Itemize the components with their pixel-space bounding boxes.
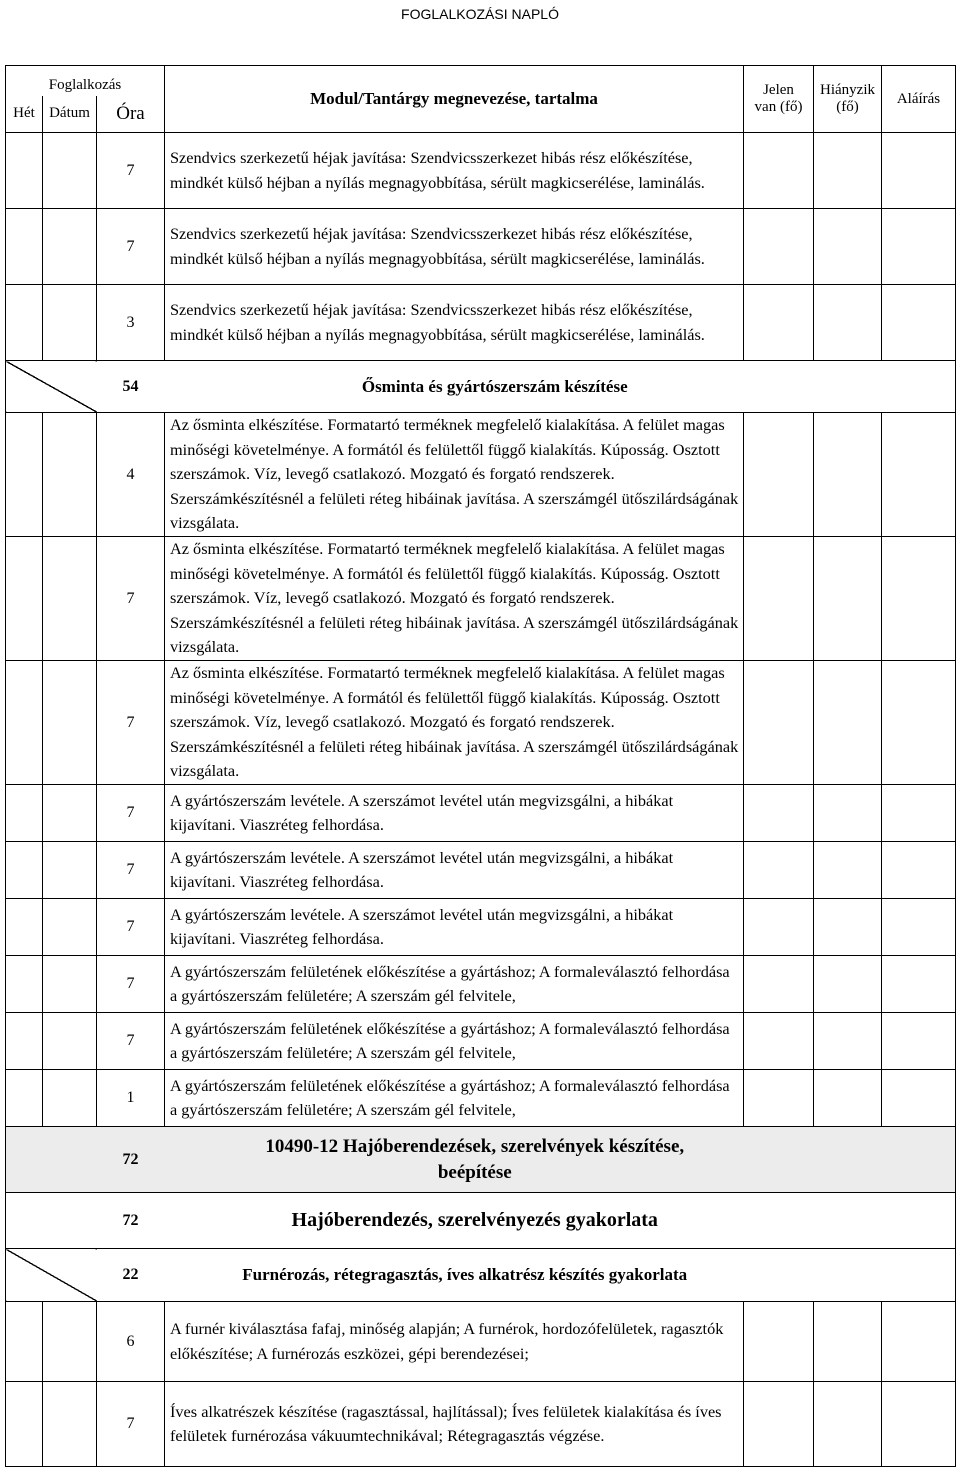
section-title: Furnérozás, rétegragasztás, íves alkatrész készítés gyakorlata [165, 1249, 956, 1302]
datum-cell [43, 1070, 97, 1127]
datum-cell [43, 133, 97, 209]
content-cell: Szendvics szerkezetű héjak javítása: Szendvicsszerkezet hibás rész előkészítése, mindkét külső héjban a nyílás megnagyobbítása, sérült magkicserélése, laminálás. [165, 133, 744, 209]
header-ora: Óra [97, 96, 165, 133]
jelen-cell [744, 133, 814, 209]
content-cell: A gyártószerszám felületének előkészítése a gyártáshoz; A formaleválasztó felhordása a gyártószerszám felületére; A szerszám gél felvitele, [165, 1070, 744, 1127]
jelen-cell [744, 537, 814, 661]
hianyzik-cell [814, 133, 882, 209]
hianyzik-cell [814, 1070, 882, 1127]
content-cell: Íves alkatrészek készítése (ragasztással, hajlítással); Íves felületek kialakítása és íves felületek furnérozása vákuumtechnikával; Rétegragasztás végzése. [165, 1382, 744, 1467]
hianyzik-cell [814, 209, 882, 285]
content-cell: Az ősminta elkészítése. Formatartó terméknek megfelelő kialakítása. A felület magas minőségi követelménye. A formától és felülettől függő kialakítás. Kúposság. Osztott szerszámok. Víz, levegő csatlakozó. Mozgató és forgató rendszerek. Szerszámkészítésnél a felületi réteg hibáinak javítása. A szerszámgél ütőszilárdságának vizsgálata. [165, 661, 744, 785]
het-cell [6, 209, 43, 285]
jelen-cell [744, 1302, 814, 1382]
hianyzik-cell [814, 1013, 882, 1070]
header-het: Hét [6, 96, 43, 133]
content-cell: Az ősminta elkészítése. Formatartó terméknek megfelelő kialakítása. A felület magas minőségi követelménye. A formától és felülettől függő kialakítás. Kúposság. Osztott szerszámok. Víz, levegő csatlakozó. Mozgató és forgató rendszerek. Szerszámkészítésnél a felületi réteg hibáinak javítása. A szerszámgél ütőszilárdságának vizsgálata. [165, 413, 744, 537]
page-title: FOGLALKOZÁSI NAPLÓ [401, 6, 559, 22]
table-row [6, 1302, 956, 1382]
datum-cell [43, 661, 97, 785]
hianyzik-cell [814, 1302, 882, 1382]
datum-cell [43, 209, 97, 285]
content-cell: A gyártószerszám felületének előkészítése a gyártáshoz; A formaleválasztó felhordása a gyártószerszám felületére; A szerszám gél felvitele, [165, 1013, 744, 1070]
module-hours: 72 [97, 1127, 165, 1193]
hianyzik-cell [814, 842, 882, 899]
subject-hours: 72 [97, 1193, 165, 1249]
alairas-cell [882, 209, 956, 285]
section-row [6, 1249, 956, 1302]
ora-cell: 3 [97, 285, 165, 361]
het-cell [6, 899, 43, 956]
table-row [6, 285, 956, 361]
datum-cell [43, 537, 97, 661]
header-datum: Dátum [43, 96, 97, 133]
datum-cell [43, 1302, 97, 1382]
section-hours: 22 [97, 1249, 165, 1302]
section-hours: 54 [97, 361, 165, 413]
content-cell: Az ősminta elkészítése. Formatartó terméknek megfelelő kialakítása. A felület magas minőségi követelménye. A formától és felülettől függő kialakítás. Kúposság. Osztott szerszámok. Víz, levegő csatlakozó. Mozgató és forgató rendszerek. Szerszámkészítésnél a felületi réteg hibáinak javítása. A szerszámgél ütőszilárdságának vizsgálata. [165, 537, 744, 661]
jelen-cell [744, 899, 814, 956]
alairas-cell [882, 285, 956, 361]
content-cell: A gyártószerszám felületének előkészítése a gyártáshoz; A formaleválasztó felhordása a gyártószerszám felületére; A szerszám gél felvitele, [165, 956, 744, 1013]
header-hianyzik-line2: (fő) [836, 99, 859, 115]
table-row [6, 842, 956, 899]
content-cell: A gyártószerszám levétele. A szerszámot levétel után megvizsgálni, a hibákat kijavítani. Viaszréteg felhordása. [165, 899, 744, 956]
alairas-cell [882, 413, 956, 537]
ora-cell: 4 [97, 413, 165, 537]
ora-cell: 7 [97, 899, 165, 956]
ora-cell: 7 [97, 842, 165, 899]
datum-cell [43, 1013, 97, 1070]
table-row [6, 899, 956, 956]
jelen-cell [744, 785, 814, 842]
section-title: Ősminta és gyártószerszám készítése [165, 361, 956, 413]
ora-cell: 7 [97, 661, 165, 785]
table-row [6, 956, 956, 1013]
jelen-cell [744, 1070, 814, 1127]
log-table [5, 65, 956, 1467]
header-modul: Modul/Tantárgy megnevezése, tartalma [165, 66, 744, 133]
content-cell: A furnér kiválasztása fafaj, minőség alapján; A furnérok, hordozófelületek, ragasztók előkészítése; A furnérozás eszközei, gépi berendezései; [165, 1302, 744, 1382]
section-row [6, 361, 956, 413]
table-row [6, 133, 956, 209]
het-cell [6, 842, 43, 899]
header-hianyzik-line1: Hiányzik [820, 82, 875, 98]
subject-title: Hajóberendezés, szerelvényezés gyakorlata [165, 1193, 956, 1249]
hianyzik-cell [814, 785, 882, 842]
table-row [6, 661, 956, 785]
alairas-cell [882, 1382, 956, 1467]
het-cell [6, 1302, 43, 1382]
jelen-cell [744, 842, 814, 899]
het-cell [6, 661, 43, 785]
ora-cell: 7 [97, 1013, 165, 1070]
header-row-1 [6, 66, 956, 96]
subject-row [6, 1193, 956, 1249]
hianyzik-cell [814, 899, 882, 956]
table-row [6, 1070, 956, 1127]
het-cell [6, 1070, 43, 1127]
alairas-cell [882, 1302, 956, 1382]
table-row [6, 413, 956, 537]
ora-cell: 7 [97, 956, 165, 1013]
alairas-cell [882, 785, 956, 842]
het-cell [6, 785, 43, 842]
table-row [6, 1013, 956, 1070]
header-alairas: Aláírás [882, 66, 956, 133]
jelen-cell [744, 1382, 814, 1467]
section-diagonal [6, 1249, 97, 1302]
table-row [6, 537, 956, 661]
het-cell [6, 133, 43, 209]
header-jelen-line2: van (fő) [754, 99, 803, 115]
header-foglalkozas: Foglalkozás [6, 66, 165, 96]
het-cell [6, 537, 43, 661]
datum-cell [43, 1382, 97, 1467]
module-title [165, 1127, 956, 1193]
datum-cell [43, 956, 97, 1013]
alairas-cell [882, 133, 956, 209]
module-title-line1: 10490-12 Hajóberendezések, szerelvények készítése, [265, 1135, 685, 1157]
hianyzik-cell [814, 661, 882, 785]
table-row [6, 1382, 956, 1467]
header-jelen [744, 66, 814, 133]
hianyzik-cell [814, 1382, 882, 1467]
subject-spacer [6, 1193, 97, 1249]
content-cell: Szendvics szerkezetű héjak javítása: Szendvicsszerkezet hibás rész előkészítése, mindkét külső héjban a nyílás megnagyobbítása, sérült magkicserélése, laminálás. [165, 285, 744, 361]
jelen-cell [744, 661, 814, 785]
page-header [0, 0, 960, 40]
alairas-cell [882, 661, 956, 785]
ora-cell: 7 [97, 133, 165, 209]
jelen-cell [744, 413, 814, 537]
het-cell [6, 956, 43, 1013]
datum-cell [43, 285, 97, 361]
ora-cell: 7 [97, 537, 165, 661]
module-title-line2: beépítése [437, 1161, 512, 1183]
het-cell [6, 1013, 43, 1070]
module-spacer [6, 1127, 97, 1193]
hianyzik-cell [814, 537, 882, 661]
ora-cell: 7 [97, 1382, 165, 1467]
datum-cell [43, 785, 97, 842]
module-row [6, 1127, 956, 1193]
jelen-cell [744, 209, 814, 285]
content-cell: Szendvics szerkezetű héjak javítása: Szendvicsszerkezet hibás rész előkészítése, mindkét külső héjban a nyílás megnagyobbítása, sérült magkicserélése, laminálás. [165, 209, 744, 285]
datum-cell [43, 842, 97, 899]
het-cell [6, 285, 43, 361]
datum-cell [43, 899, 97, 956]
ora-cell: 6 [97, 1302, 165, 1382]
jelen-cell [744, 285, 814, 361]
content-cell: A gyártószerszám levétele. A szerszámot levétel után megvizsgálni, a hibákat kijavítani. Viaszréteg felhordása. [165, 785, 744, 842]
alairas-cell [882, 956, 956, 1013]
hianyzik-cell [814, 956, 882, 1013]
content-cell: A gyártószerszám levétele. A szerszámot levétel után megvizsgálni, a hibákat kijavítani. Viaszréteg felhordása. [165, 842, 744, 899]
table-row [6, 209, 956, 285]
alairas-cell [882, 1013, 956, 1070]
jelen-cell [744, 1013, 814, 1070]
header-hianyzik [814, 66, 882, 133]
alairas-cell [882, 842, 956, 899]
section-diagonal [6, 361, 97, 413]
ora-cell: 1 [97, 1070, 165, 1127]
table-row [6, 785, 956, 842]
alairas-cell [882, 1070, 956, 1127]
ora-cell: 7 [97, 785, 165, 842]
alairas-cell [882, 899, 956, 956]
het-cell [6, 413, 43, 537]
ora-cell: 7 [97, 209, 165, 285]
alairas-cell [882, 537, 956, 661]
het-cell [6, 1382, 43, 1467]
jelen-cell [744, 956, 814, 1013]
header-jelen-line1: Jelen [763, 82, 794, 98]
datum-cell [43, 413, 97, 537]
hianyzik-cell [814, 413, 882, 537]
hianyzik-cell [814, 285, 882, 361]
